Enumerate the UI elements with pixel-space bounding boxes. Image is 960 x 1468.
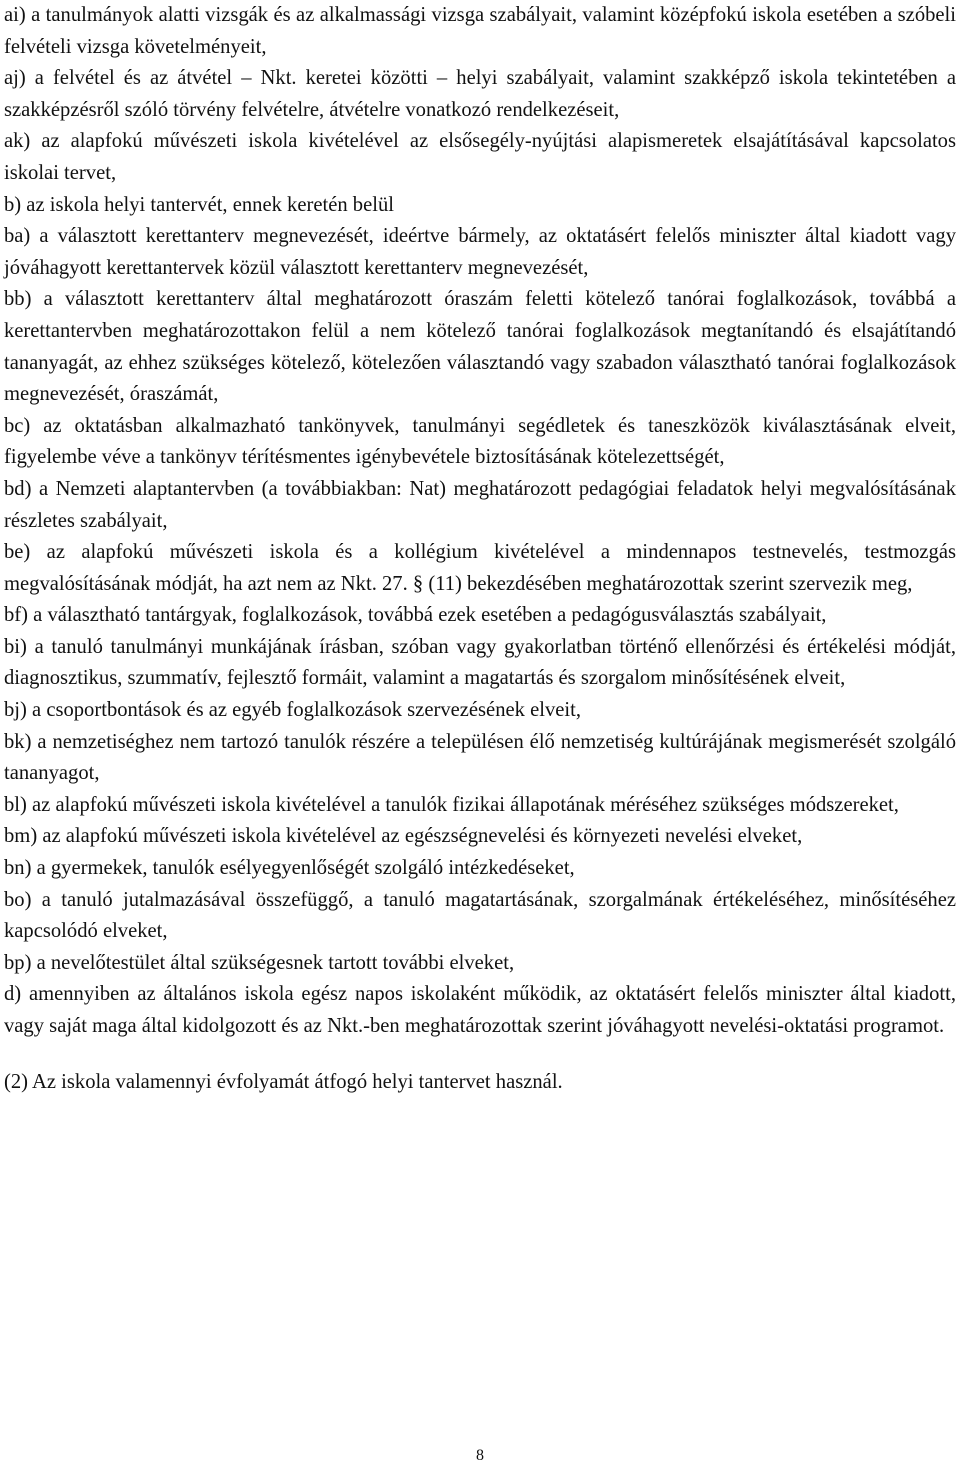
list-item-aj: aj) a felvétel és az átvétel – Nkt. keretei közötti – helyi szabályait, valamint szakképző iskola tekintetében a szakképzésről szóló törvény felvételre, átvételre vonatkozó rendelkezéseit, xyxy=(4,67,956,121)
list-item-be: be) az alapfokú művészeti iskola és a kollégium kivételével a mindennapos testnevelés, testmozgás megvalósításának módját, ha azt nem az Nkt. 27. § (11) bekezdésében meghatározottak szerint szervezik meg, xyxy=(4,541,956,595)
list-item-bo: bo) a tanuló jutalmazásával összefüggő, a tanuló magatartásának, szorgalmának értékeléséhez, minősítéséhez kapcsolódó elveket, xyxy=(4,888,956,943)
document-body xyxy=(4,0,956,1098)
list-item-bk: bk) a nemzetiséghez nem tartozó tanulók részére a településen élő nemzetiség kultúrájának megismerését szolgáló tananyagot, xyxy=(4,730,956,785)
list-item-d: d) amennyiben az általános iskola egész napos iskolaként működik, az oktatásért felelős miniszter által kiadott, vagy saját maga által kidolgozott és az Nkt.-ben meghatározottak szerint jóváhagyott nevelési-oktatási programot. xyxy=(4,983,956,1037)
list-item-bd: bd) a Nemzeti alaptantervben (a továbbiakban: Nat) meghatározott pedagógiai feladatok helyi megvalósításának részletes szabályait, xyxy=(4,477,956,532)
list-item-b: b) az iskola helyi tantervét, ennek keretén belül xyxy=(4,193,394,216)
list-item-ai: ai) a tanulmányok alatti vizsgák és az alkalmassági vizsga szabályait, valamint középfokú iskola esetében a szóbeli felvételi vizsga követelményeit, xyxy=(4,4,956,58)
list-item-ba: ba) a választott kerettanterv megnevezését, ideértve bármely, az oktatásért felelős miniszter által kiadott vagy jóváhagyott kerettantervek közül választott kerettanterv megnevezését, xyxy=(4,225,956,279)
section-paragraph-2: (2) Az iskola valamennyi évfolyamát átfogó helyi tantervet használ. xyxy=(4,1070,563,1093)
list-item-bl: bl) az alapfokú művészeti iskola kivételével a tanulók fizikai állapotának méréséhez szükséges módszereket, xyxy=(4,793,899,816)
list-item-ak: ak) az alapfokú művészeti iskola kivételével az elsősegély-nyújtási alapismeretek elsajátításával kapcsolatos iskolai tervet, xyxy=(4,130,956,184)
list-item-bm: bm) az alapfokú művészeti iskola kivételével az egészségnevelési és környezeti nevelési elveket, xyxy=(4,825,803,848)
list-item-bj: bj) a csoportbontások és az egyéb foglalkozások szervezésének elveit, xyxy=(4,699,581,722)
list-item-bb: bb) a választott kerettanterv által meghatározott óraszám feletti kötelező tanórai foglalkozások, továbbá a kerettantervben meghatározottakon felül a nem kötelező tanórai foglalkozások megtanítandó és elsajátítandó tananyagát, az ehhez szükséges kötelező, kötelezően választandó vagy szabadon választható tanórai foglalkozások megnevezését, óraszámát, xyxy=(4,288,956,406)
list-item-bp: bp) a nevelőtestület által szükségesnek tartott további elveket, xyxy=(4,951,515,974)
list-item-bn: bn) a gyermekek, tanulók esélyegyenlőségét szolgáló intézkedéseket, xyxy=(4,857,575,880)
list-item-bi: bi) a tanuló tanulmányi munkájának írásban, szóban vagy gyakorlatban történő ellenőrzési és értékelési módját, diagnosztikus, szummatív, fejlesztő formáit, valamint a magatartás és szorgalom minősítésének elveit, xyxy=(4,635,956,690)
list-item-bf: bf) a választható tantárgyak, foglalkozások, továbbá ezek esetében a pedagógusválasztás szabályait, xyxy=(4,604,827,627)
document-page xyxy=(4,0,956,1098)
list-item-bc: bc) az oktatásban alkalmazható tankönyvek, tanulmányi segédletek és taneszközök kiválasztásának elveit, figyelembe véve a tankönyv térítésmentes igénybevétele biztosításának kötelezettségét, xyxy=(4,414,956,469)
page-number: 8 xyxy=(476,1447,484,1464)
